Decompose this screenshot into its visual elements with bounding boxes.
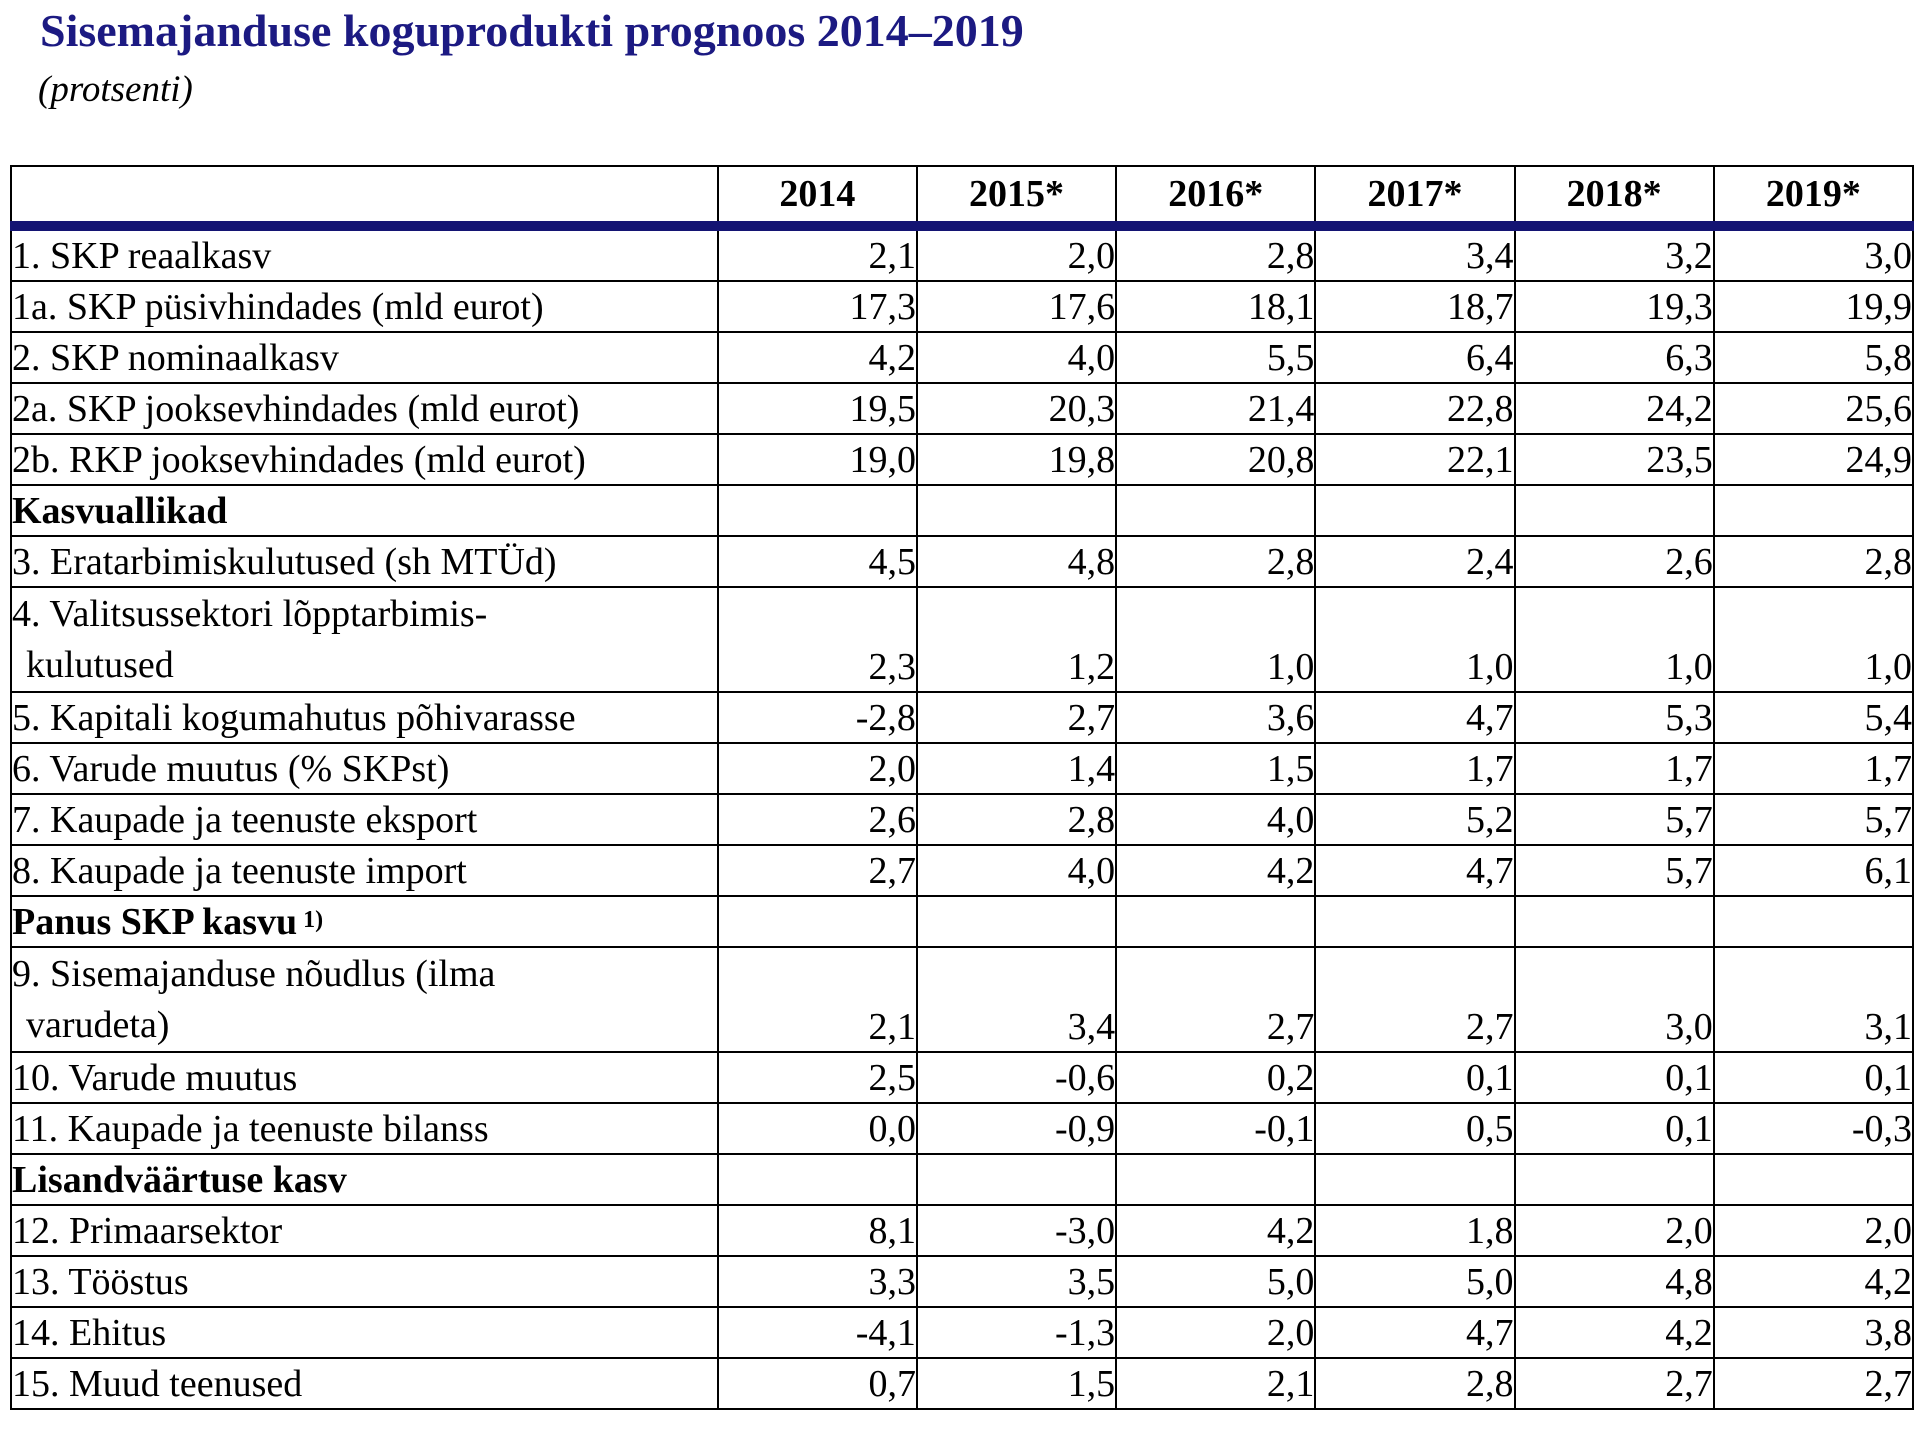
value-cell: 0,1	[1315, 1052, 1514, 1103]
table-row	[11, 1103, 1913, 1154]
header-year: 2014	[718, 166, 917, 226]
empty-cell	[1515, 485, 1714, 536]
value-cell: 5,3	[1515, 692, 1714, 743]
value-cell: 4,2	[1116, 1205, 1315, 1256]
section-heading-text: Panus SKP kasvu	[12, 901, 298, 943]
value-cell: 6,3	[1515, 332, 1714, 383]
value-cell: 2,7	[1116, 947, 1315, 1052]
table-row	[11, 1358, 1913, 1409]
value-cell: 25,6	[1714, 383, 1913, 434]
value-cell: 19,3	[1515, 281, 1714, 332]
value-cell: 4,7	[1315, 1307, 1514, 1358]
row-label: 2a. SKP jooksevhindades (mld eurot)	[11, 383, 718, 434]
value-cell: 4,0	[917, 845, 1116, 896]
value-cell: 4,0	[917, 332, 1116, 383]
value-cell: 2,8	[1116, 226, 1315, 281]
value-cell: 5,4	[1714, 692, 1913, 743]
section-heading	[11, 485, 718, 536]
value-cell: 19,5	[718, 383, 917, 434]
value-cell: 5,2	[1315, 794, 1514, 845]
value-cell: 4,7	[1315, 692, 1514, 743]
value-cell: 24,2	[1515, 383, 1714, 434]
table-row	[11, 587, 1913, 692]
table-row	[11, 226, 1913, 281]
value-cell: 4,2	[1515, 1307, 1714, 1358]
value-cell: 5,7	[1515, 794, 1714, 845]
value-cell: 4,5	[718, 536, 917, 587]
value-cell: -2,8	[718, 692, 917, 743]
value-cell: 1,7	[1315, 743, 1514, 794]
row-label: 2b. RKP jooksevhindades (mld eurot)	[11, 434, 718, 485]
section-heading	[11, 896, 718, 947]
value-cell: 18,1	[1116, 281, 1315, 332]
value-cell: 23,5	[1515, 434, 1714, 485]
value-cell: 1,4	[917, 743, 1116, 794]
value-cell: 3,6	[1116, 692, 1315, 743]
value-cell: 2,6	[1515, 536, 1714, 587]
value-cell: 19,8	[917, 434, 1116, 485]
section-heading	[11, 1154, 718, 1205]
row-label: 8. Kaupade ja teenuste import	[11, 845, 718, 896]
table-row	[11, 1205, 1913, 1256]
value-cell: 17,6	[917, 281, 1116, 332]
empty-cell	[1116, 896, 1315, 947]
value-cell: -0,3	[1714, 1103, 1913, 1154]
value-cell: 2,7	[1315, 947, 1514, 1052]
value-cell: 3,3	[718, 1256, 917, 1307]
empty-cell	[1116, 1154, 1315, 1205]
value-cell: 4,2	[1714, 1256, 1913, 1307]
value-cell: 1,5	[917, 1358, 1116, 1409]
empty-cell	[1714, 896, 1913, 947]
value-cell: 0,1	[1714, 1052, 1913, 1103]
value-cell: 22,8	[1315, 383, 1514, 434]
table-row	[11, 794, 1913, 845]
header-year: 2016*	[1116, 166, 1315, 226]
value-cell: 1,0	[1315, 587, 1514, 692]
value-cell: 2,6	[718, 794, 917, 845]
value-cell: 20,8	[1116, 434, 1315, 485]
value-cell: 2,0	[1515, 1205, 1714, 1256]
row-label	[11, 947, 718, 1052]
table-header-row	[11, 166, 1913, 226]
table-row	[11, 1307, 1913, 1358]
row-label: 5. Kapitali kogumahutus põhivarasse	[11, 692, 718, 743]
value-cell: 0,2	[1116, 1052, 1315, 1103]
row-label: 3. Eratarbimiskulutused (sh MTÜd)	[11, 536, 718, 587]
empty-cell	[718, 1154, 917, 1205]
value-cell: 0,7	[718, 1358, 917, 1409]
value-cell: 4,2	[718, 332, 917, 383]
empty-cell	[917, 1154, 1116, 1205]
row-label-line2: kulutused	[26, 644, 174, 686]
value-cell: 1,7	[1714, 743, 1913, 794]
value-cell: 1,7	[1515, 743, 1714, 794]
table-row	[11, 332, 1913, 383]
row-label: 12. Primaarsektor	[11, 1205, 718, 1256]
value-cell: 1,0	[1515, 587, 1714, 692]
value-cell: 19,0	[718, 434, 917, 485]
empty-cell	[1315, 1154, 1514, 1205]
empty-cell	[917, 485, 1116, 536]
row-label: 6. Varude muutus (% SKPst)	[11, 743, 718, 794]
row-label: 14. Ehitus	[11, 1307, 718, 1358]
value-cell: 3,5	[917, 1256, 1116, 1307]
row-label: 2. SKP nominaalkasv	[11, 332, 718, 383]
value-cell: 5,7	[1714, 794, 1913, 845]
value-cell: 2,0	[1714, 1205, 1913, 1256]
row-label	[11, 587, 718, 692]
value-cell: 8,1	[718, 1205, 917, 1256]
section-heading-text: Kasvuallikad	[12, 490, 228, 532]
value-cell: 0,1	[1515, 1052, 1714, 1103]
section-heading-text: Lisandväärtuse kasv	[12, 1159, 347, 1201]
value-cell: 6,1	[1714, 845, 1913, 896]
value-cell: 3,4	[917, 947, 1116, 1052]
value-cell: 2,7	[1714, 1358, 1913, 1409]
value-cell: 2,1	[1116, 1358, 1315, 1409]
value-cell: 2,7	[718, 845, 917, 896]
empty-cell	[1515, 1154, 1714, 1205]
value-cell: 20,3	[917, 383, 1116, 434]
value-cell: 6,4	[1315, 332, 1514, 383]
header-year: 2019*	[1714, 166, 1913, 226]
empty-cell	[1515, 896, 1714, 947]
value-cell: 5,7	[1515, 845, 1714, 896]
value-cell: 3,0	[1714, 226, 1913, 281]
value-cell: 2,7	[917, 692, 1116, 743]
value-cell: 2,4	[1315, 536, 1514, 587]
empty-cell	[1714, 485, 1913, 536]
value-cell: 5,8	[1714, 332, 1913, 383]
section-row	[11, 485, 1913, 536]
empty-cell	[917, 896, 1116, 947]
header-year: 2015*	[917, 166, 1116, 226]
row-label-line1: 9. Sisemajanduse nõudlus (ilma	[12, 953, 496, 995]
value-cell: 2,0	[917, 226, 1116, 281]
value-cell: 4,7	[1315, 845, 1514, 896]
table-row	[11, 692, 1913, 743]
value-cell: 3,4	[1315, 226, 1514, 281]
section-row	[11, 1154, 1913, 1205]
table-row	[11, 743, 1913, 794]
header-year: 2018*	[1515, 166, 1714, 226]
value-cell: 3,0	[1515, 947, 1714, 1052]
header-year: 2017*	[1315, 166, 1514, 226]
value-cell: 4,2	[1116, 845, 1315, 896]
page-subtitle: (protsenti)	[38, 69, 193, 110]
value-cell: 24,9	[1714, 434, 1913, 485]
value-cell: 2,7	[1515, 1358, 1714, 1409]
gdp-forecast-table	[10, 165, 1914, 1410]
empty-cell	[1714, 1154, 1913, 1205]
value-cell: -0,1	[1116, 1103, 1315, 1154]
empty-cell	[718, 896, 917, 947]
value-cell: 1,5	[1116, 743, 1315, 794]
value-cell: 18,7	[1315, 281, 1514, 332]
row-label: 1. SKP reaalkasv	[11, 226, 718, 281]
value-cell: 2,8	[1116, 536, 1315, 587]
value-cell: 2,5	[718, 1052, 917, 1103]
empty-cell	[718, 485, 917, 536]
table-body	[11, 226, 1913, 1409]
value-cell: 2,8	[1315, 1358, 1514, 1409]
row-label: 15. Muud teenused	[11, 1358, 718, 1409]
value-cell: 2,0	[718, 743, 917, 794]
value-cell: 21,4	[1116, 383, 1315, 434]
value-cell: 4,0	[1116, 794, 1315, 845]
value-cell: -0,6	[917, 1052, 1116, 1103]
page-title: Sisemajanduse koguprodukti prognoos 2014–2019	[40, 5, 1024, 56]
section-row	[11, 896, 1913, 947]
value-cell: 1,2	[917, 587, 1116, 692]
value-cell: 5,5	[1116, 332, 1315, 383]
value-cell: 5,0	[1315, 1256, 1514, 1307]
value-cell: 2,8	[1714, 536, 1913, 587]
table-row	[11, 383, 1913, 434]
value-cell: 22,1	[1315, 434, 1514, 485]
row-label: 1a. SKP püsivhindades (mld eurot)	[11, 281, 718, 332]
table-row	[11, 947, 1913, 1052]
row-label-line1: 4. Valitsussektori lõpptarbimis-	[12, 593, 488, 635]
value-cell: 2,1	[718, 947, 917, 1052]
value-cell: 3,2	[1515, 226, 1714, 281]
table-row	[11, 281, 1913, 332]
value-cell: 4,8	[917, 536, 1116, 587]
table-row	[11, 1256, 1913, 1307]
value-cell: -3,0	[917, 1205, 1116, 1256]
value-cell: 1,8	[1315, 1205, 1514, 1256]
row-label: 13. Tööstus	[11, 1256, 718, 1307]
value-cell: -4,1	[718, 1307, 917, 1358]
value-cell: 17,3	[718, 281, 917, 332]
header-corner-cell	[11, 166, 718, 226]
value-cell: -0,9	[917, 1103, 1116, 1154]
value-cell: 2,3	[718, 587, 917, 692]
value-cell: 0,1	[1515, 1103, 1714, 1154]
value-cell: 0,5	[1315, 1103, 1514, 1154]
value-cell: 5,0	[1116, 1256, 1315, 1307]
value-cell: 2,0	[1116, 1307, 1315, 1358]
row-label: 11. Kaupade ja teenuste bilanss	[11, 1103, 718, 1154]
value-cell: -1,3	[917, 1307, 1116, 1358]
table-row	[11, 845, 1913, 896]
value-cell: 1,0	[1714, 587, 1913, 692]
footnote-marker: 1)	[303, 907, 324, 933]
value-cell: 2,8	[917, 794, 1116, 845]
empty-cell	[1315, 896, 1514, 947]
row-label: 10. Varude muutus	[11, 1052, 718, 1103]
value-cell: 2,1	[718, 226, 917, 281]
value-cell: 3,8	[1714, 1307, 1913, 1358]
table-row	[11, 434, 1913, 485]
row-label: 7. Kaupade ja teenuste eksport	[11, 794, 718, 845]
value-cell: 0,0	[718, 1103, 917, 1154]
empty-cell	[1315, 485, 1514, 536]
value-cell: 4,8	[1515, 1256, 1714, 1307]
value-cell: 19,9	[1714, 281, 1913, 332]
value-cell: 1,0	[1116, 587, 1315, 692]
table-row	[11, 536, 1913, 587]
value-cell: 3,1	[1714, 947, 1913, 1052]
table-row	[11, 1052, 1913, 1103]
empty-cell	[1116, 485, 1315, 536]
row-label-line2: varudeta)	[26, 1004, 170, 1046]
